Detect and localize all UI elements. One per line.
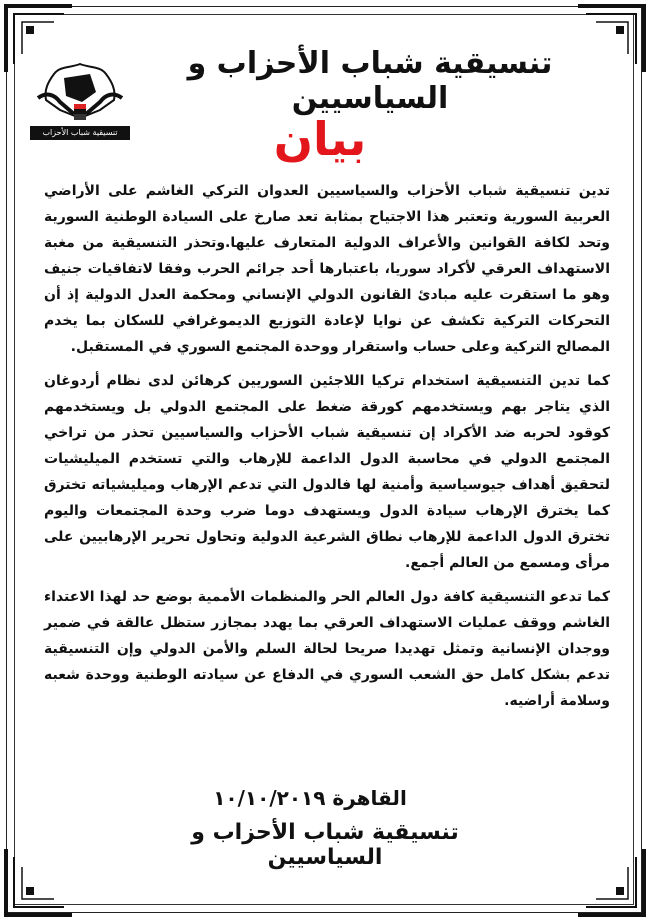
paragraph-2: كما تدين التنسيقية استخدام تركيا اللاجئين السوريين كرهائن لدى نظام أردوغان الذي يتاجر بهم ويستخدمهم كورقة ضغط على المجتمع الدولي بل ويستخدمهم كوقود لحربه ضد الأكراد إن تنسيقية شباب الأحزاب والسياسيين تحذر من تراخي المجتمع الدولي في محاسبة الدول الداعمة للإرهاب والتي تستخدم الميليشيات لتحقيق أهداف جيوسياسية وأمنية لها فالدول التي تدعم الإرهاب وميليشياته تخترق كما يخترق الإرهاب سيادة الدول ويستهدف دوما ضرب وحدة المجتمعات واليوم تخترق الدول الداعمة للإرهاب نطاق الشرعية الدولية وتحاول تحرير الإرهابيين على مرأى ومسمع من العالم أجمع.	[44, 373, 610, 571]
organization-logo	[30, 58, 130, 151]
paragraph-1: تدين تنسيقية شباب الأحزاب والسياسيين العدوان التركي الغاشم على الأراضي العربية السورية وتعتبر هذا الاجتياح بمثابة تعد صارخ على السيادة الوطنية السورية وتحد لكافة القوانين والأعراف الدولية المتعارف عليها.وتحذر التنسيقية من مغبة الاستهداف العرقي لأكراد سوريا، باعتبارها أحد جرائم الحرب وفقا لاتفاقيات جنيف وهو ما استقرت عليه مبادئ القانون الدولي الإنساني ومحكمة العدل الدولية إذ أن التحركات التركية تكشف عن نوايا لإعادة التوزيع الديموغرافي للسكان بما يخدم المصالح التركية وعلى حساب واستقرار ووحدة المجتمع السوري في المستقبل.	[44, 183, 610, 355]
statement-title: بيان	[273, 112, 367, 166]
logo-caption: تنسيقية شباب الأحزاب والسياسيين	[30, 126, 130, 140]
org-title: تنسيقية شباب الأحزاب و السياسيين	[187, 46, 553, 116]
corner-ornament-bottom-right	[576, 847, 646, 917]
signature: تنسيقية شباب الأحزاب و السياسيين	[191, 820, 459, 870]
statement-body	[44, 178, 610, 722]
hands-map-emblem-icon	[30, 58, 130, 126]
statement-date: القاهرة ١٠/١٠/٢٠١٩	[213, 786, 407, 810]
paragraph-3: كما تدعو التنسيقية كافة دول العالم الحر والمنظمات الأممية بوضع حد لهذا الاعتداء الغاشم ووقف عمليات الاستهداف العرقي بما يهدد بمجازر ستظل عالقة في ضمير ووجدان الإنسانية وتمثل تهديدا صريحا لحالة السلم والأمن الدولي وإن التنسيقية تدعم بشكل كامل حق الشعب السوري في الدفاع عن سيادته الوطنية ووحدة شعبه وسلامة أراضيه.	[44, 589, 610, 709]
corner-ornament-bottom-left	[4, 847, 74, 917]
